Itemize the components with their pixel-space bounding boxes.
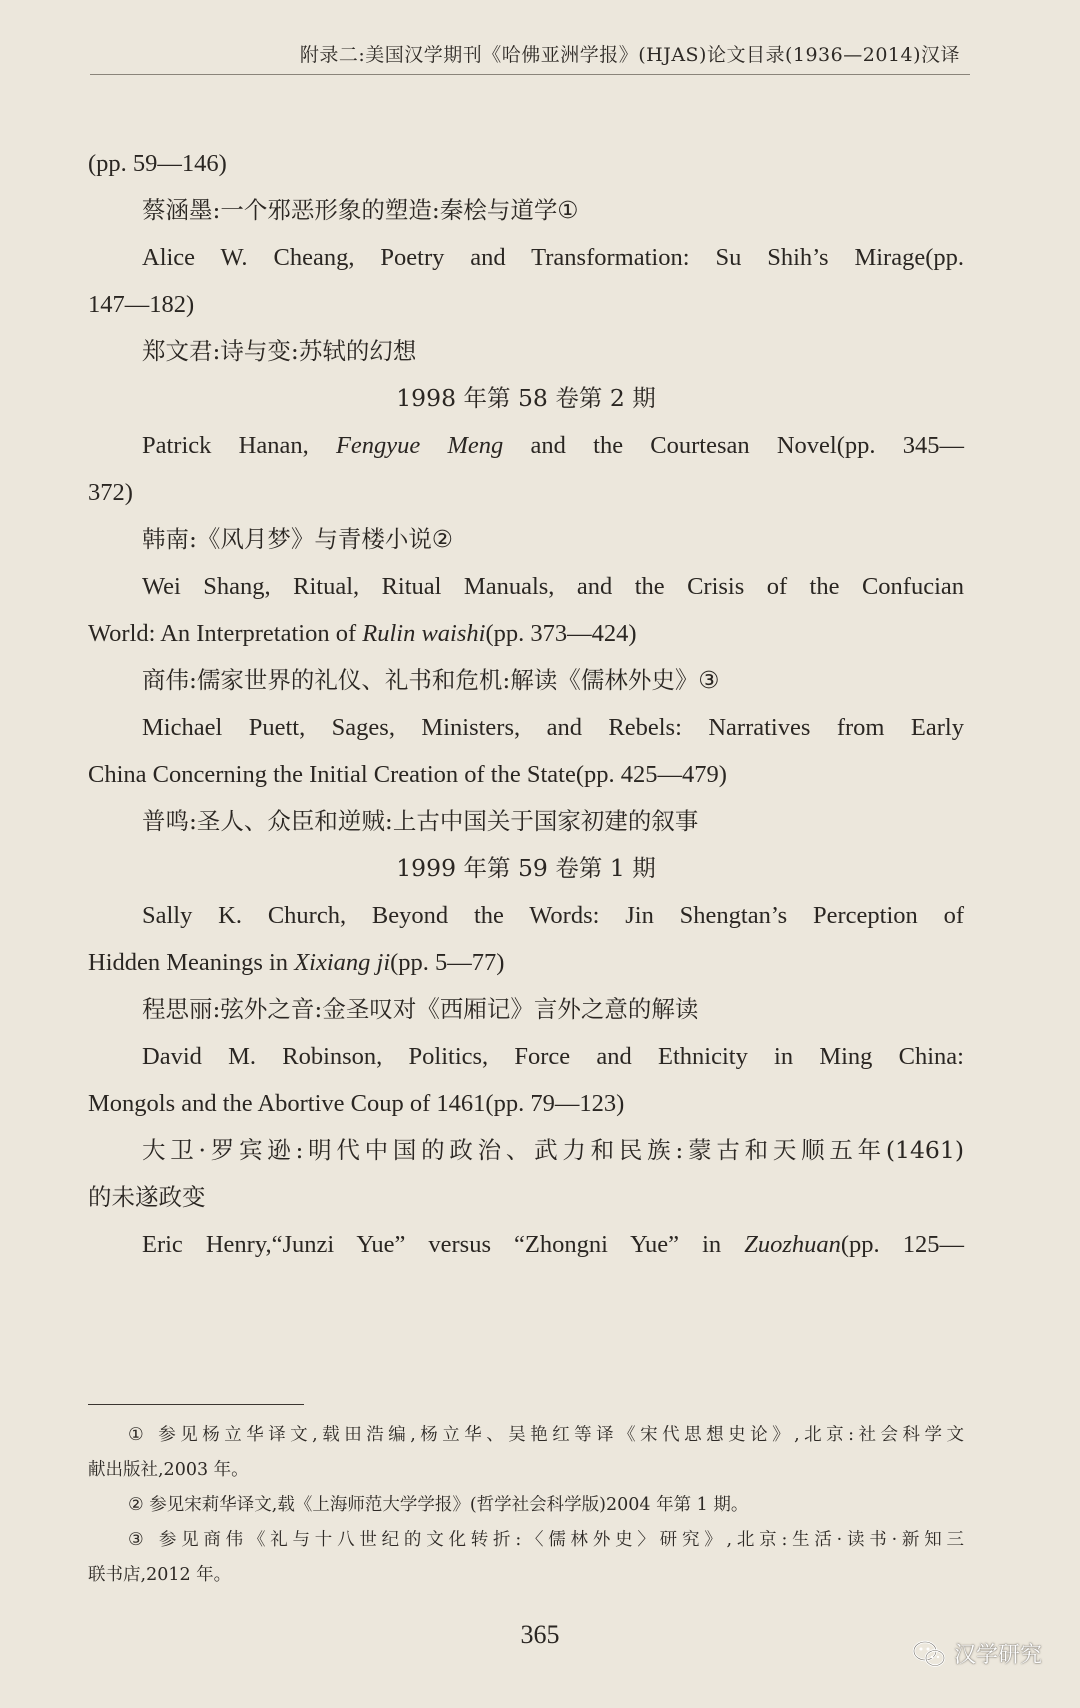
entry-en-title: Xixiang ji <box>294 949 391 976</box>
entry-en-line: David M. Robinson, Politics, Force and Ethnicity in Ming China: <box>142 1043 964 1070</box>
footnote-3: ③ 参见商伟《礼与十八世纪的文化转折:〈儒林外史〉研究》,北京:生活·读书·新知三 <box>128 1530 964 1550</box>
footnote-1-cont: 献出版社,2003 年。 <box>88 1460 249 1480</box>
entry-en-text: Hidden Meanings in <box>88 949 295 976</box>
header-rule <box>90 74 970 75</box>
footnotes <box>88 1418 964 1593</box>
entry-en-line <box>88 939 964 986</box>
entry-en-line <box>88 1221 964 1268</box>
entry-cn-translation: 蔡涵墨:一个邪恶形象的塑造:秦桧与道学① <box>142 196 579 224</box>
entry-cn-translation: 郑文君:诗与变:苏轼的幻想 <box>142 337 417 365</box>
entry-en-line: Michael Puett, Sages, Ministers, and Rebels: Narratives from Early <box>142 714 964 741</box>
entry-en-title: Fengyue Meng <box>335 432 504 459</box>
footnote-rule <box>88 1404 304 1405</box>
issue-heading: 1998 年第 58 卷第 2 期 <box>396 384 656 412</box>
entry-cn-translation: 韩南:《风月梦》与青楼小说② <box>142 525 453 553</box>
wechat-icon <box>912 1640 946 1668</box>
entry-en-line: Wei Shang, Ritual, Ritual Manuals, and the Crisis of the Confucian <box>142 573 964 600</box>
entry-cn-translation: 普鸣:圣人、众臣和逆贼:上古中国关于国家初建的叙事 <box>142 807 699 835</box>
footnote-2: ② 参见宋莉华译文,载《上海师范大学学报》(哲学社会科学版)2004 年第 1 期。 <box>128 1495 749 1515</box>
entry-en-text: and the Courtesan Novel(pp. 345— <box>503 432 965 459</box>
entry-en-text: (pp. 373—424) <box>485 620 637 647</box>
entry-cn-translation: 商伟:儒家世界的礼仪、礼书和危机:解读《儒林外史》③ <box>142 666 720 694</box>
entry-cn-translation: 程思丽:弦外之音:金圣叹对《西厢记》言外之意的解读 <box>142 995 699 1023</box>
entry-en-text: (pp. 5—77) <box>390 949 505 976</box>
entry-en-line: Sally K. Church, Beyond the Words: Jin Shengtan’s Perception of <box>142 902 964 929</box>
footnote-1: ① 参见杨立华译文,载田浩编,杨立华、吴艳红等译《宋代思想史论》,北京:社会科学文 <box>128 1425 964 1445</box>
entry-en-line: 372) <box>88 479 133 506</box>
entry-en-text: Eric Henry,“Junzi Yue” versus “Zhongni Yue” in <box>142 1231 745 1258</box>
entry-en-line: 147—182) <box>88 291 195 318</box>
running-header: 附录二:美国汉学期刊《哈佛亚洲学报》(HJAS)论文目录(1936—2014)汉译 <box>299 44 960 66</box>
entry-en-text: Patrick Hanan, <box>142 432 336 459</box>
page-number: 365 <box>520 1620 560 1649</box>
entry-cn-translation: 的未遂政变 <box>88 1183 206 1211</box>
entry-en-line <box>88 422 964 469</box>
entry-continuation: (pp. 59—146) <box>88 150 227 177</box>
entry-en-line <box>88 610 964 657</box>
watermark-text: 汉学研究 <box>953 1643 1042 1668</box>
entry-en-title: Zuozhuan <box>744 1231 841 1258</box>
entry-en-line: Alice W. Cheang, Poetry and Transformation: Su Shih’s Mirage(pp. <box>142 244 964 271</box>
watermark <box>912 1638 1042 1669</box>
entry-en-line: China Concerning the Initial Creation of the State(pp. 425—479) <box>88 761 727 788</box>
entry-cn-translation: 大卫·罗宾逊:明代中国的政治、武力和民族:蒙古和天顺五年(1461) <box>142 1136 964 1164</box>
footnote-3-cont: 联书店,2012 年。 <box>88 1565 232 1585</box>
entry-en-line: Mongols and the Abortive Coup of 1461(pp. 79—123) <box>88 1090 625 1117</box>
entry-en-title: Rulin waishi <box>362 620 486 647</box>
entry-en-text: World: An Interpretation of <box>88 620 363 647</box>
body-text <box>88 140 964 1268</box>
issue-heading: 1999 年第 59 卷第 1 期 <box>396 854 656 882</box>
entry-en-text: (pp. 125— <box>840 1231 964 1258</box>
